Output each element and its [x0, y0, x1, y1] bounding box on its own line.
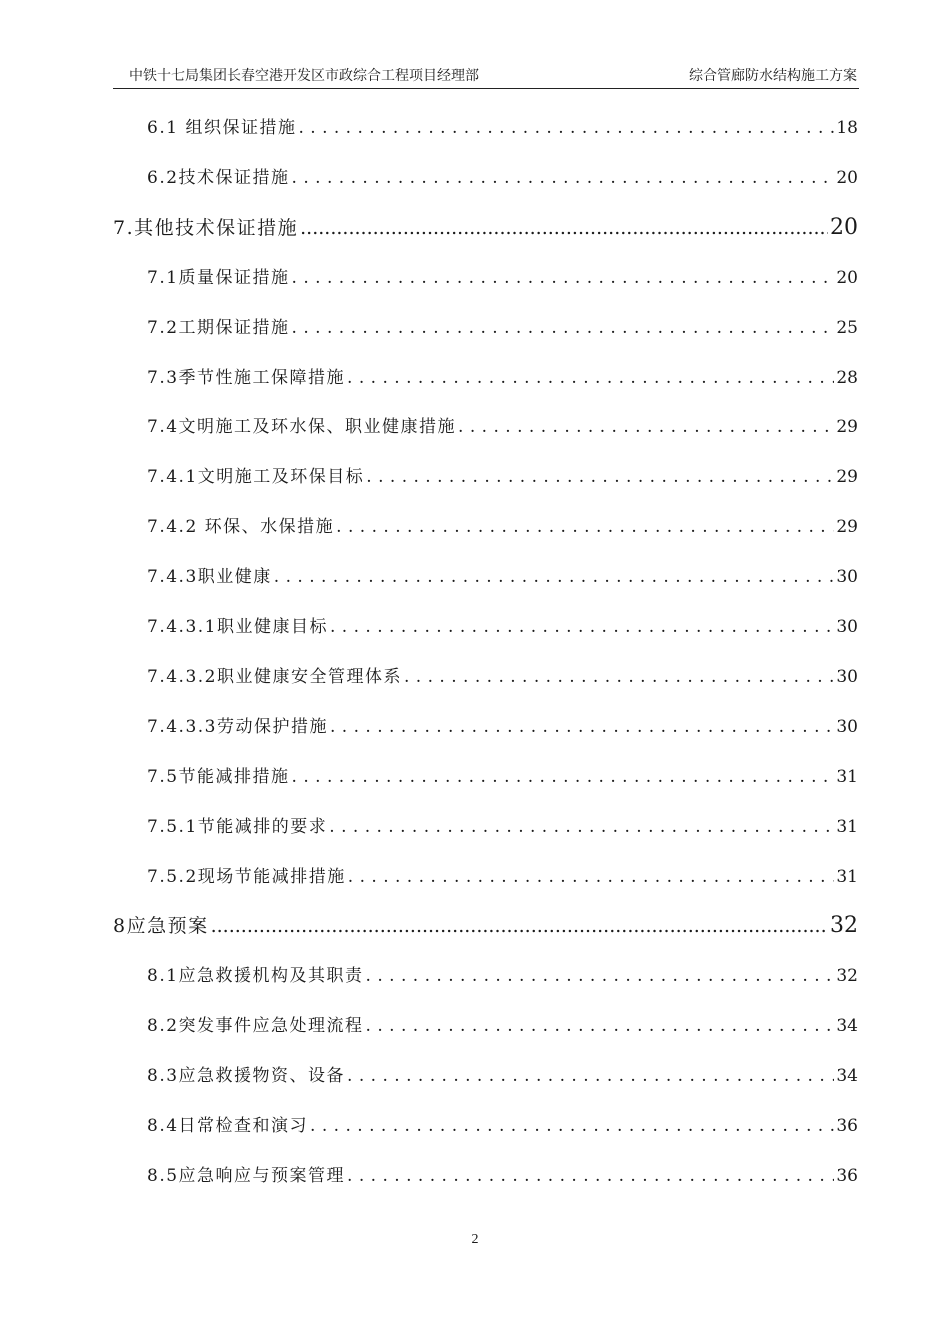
toc-entry-title: 8.3应急救援物资、设备: [147, 1066, 346, 1087]
toc-entry-page: 30: [836, 567, 858, 588]
toc-dot-leader: [292, 268, 835, 288]
toc-entry-title: 7.1质量保证措施: [147, 267, 290, 288]
toc-entry-title: 7.5.2现场节能减排措施: [147, 866, 346, 887]
toc-dot-leader: [366, 966, 835, 986]
toc-dot-leader: [336, 517, 834, 537]
toc-entry-page: 31: [836, 816, 858, 837]
toc-entry-page: 29: [836, 467, 858, 488]
toc-entry[interactable]: [147, 1061, 858, 1091]
toc-entry[interactable]: [147, 313, 858, 343]
toc-entry[interactable]: [147, 961, 858, 991]
toc-dot-leader: [274, 567, 835, 587]
toc-entry-page: 20: [830, 214, 858, 240]
toc-entry[interactable]: [147, 1011, 858, 1041]
toc-dot-leader: [347, 368, 834, 388]
toc-dot-leader: [329, 817, 834, 837]
header-document-title: 综合管廊防水结构施工方案: [689, 69, 857, 84]
toc-entry-title: 8.4日常检查和演习: [147, 1116, 309, 1136]
toc-entry-title: 7.其他技术保证措施: [113, 216, 299, 239]
toc-entry-page: 32: [836, 966, 858, 987]
toc-dot-leader: [347, 1066, 834, 1086]
page-number: 2: [471, 1232, 479, 1247]
toc-entry[interactable]: [147, 762, 858, 792]
toc-entry-page: 30: [836, 716, 858, 737]
toc-dot-leader: [348, 867, 835, 887]
toc-entry-title: 7.5节能减排措施: [147, 766, 290, 787]
toc-entry-title: 7.4.3.3劳动保护措施: [147, 716, 328, 737]
toc-entry[interactable]: [147, 163, 858, 193]
toc-entry[interactable]: [147, 812, 858, 842]
toc-entry-page: 32: [830, 913, 858, 939]
toc-entry-page: 36: [836, 1116, 858, 1136]
toc-entry-title: 8.1应急救援机构及其职责: [147, 966, 364, 987]
toc-dot-leader: [404, 667, 834, 687]
toc-dot-leader: [330, 617, 834, 637]
toc-entry-page: 31: [836, 766, 858, 787]
toc-entry-page: 20: [836, 167, 858, 188]
toc-entry-page: 30: [836, 666, 858, 687]
toc-entry-page: 18: [836, 118, 858, 138]
toc-entry-title: 7.4.3职业健康: [147, 567, 272, 588]
toc-entry[interactable]: [147, 612, 858, 642]
toc-entry-page: 34: [836, 1066, 858, 1087]
toc-entry[interactable]: [147, 263, 858, 293]
toc-dot-leader: [211, 915, 828, 937]
toc-entry-title: 7.4.3.2职业健康安全管理体系: [147, 666, 402, 687]
toc-dot-leader: [330, 717, 834, 737]
toc-dot-leader: [292, 318, 835, 338]
toc-entry-page: 34: [836, 1016, 858, 1037]
toc-entry[interactable]: [147, 712, 858, 742]
toc-entry-title: 7.4.2 环保、水保措施: [147, 517, 335, 538]
toc-entry-title: 8.5应急响应与预案管理: [147, 1165, 346, 1186]
toc-entry-page: 29: [836, 517, 858, 538]
toc-entry-title: 7.5.1节能减排的要求: [147, 816, 328, 837]
toc-entry-title: 7.2工期保证措施: [147, 317, 290, 338]
toc-entry[interactable]: [147, 412, 858, 442]
toc-entry-title: 7.3季节性施工保障措施: [147, 367, 346, 388]
toc-entry[interactable]: [147, 512, 858, 542]
toc-entry-title: 8应急预案: [113, 915, 209, 938]
toc-entry[interactable]: [147, 1161, 858, 1191]
toc-dot-leader: [347, 1166, 834, 1186]
toc-entry-page: 20: [836, 267, 858, 288]
toc-entry[interactable]: [147, 662, 858, 692]
toc-entry-title: 7.4.1文明施工及环保目标: [147, 467, 365, 488]
toc-entry-page: 31: [836, 866, 858, 887]
toc-entry-page: 36: [836, 1165, 858, 1186]
toc-entry-title: 6.2技术保证措施: [147, 167, 290, 188]
toc-dot-leader: [458, 417, 834, 437]
toc-entry-page: 25: [836, 317, 858, 338]
toc-dot-leader: [310, 1116, 834, 1136]
toc-dot-leader: [300, 217, 828, 239]
toc-entry-page: 30: [836, 617, 858, 637]
toc-entry-title: 7.4文明施工及环水保、职业健康措施: [147, 417, 457, 438]
toc-entry[interactable]: [113, 213, 858, 243]
toc-entry[interactable]: [113, 911, 858, 941]
toc-entry-page: 29: [836, 417, 858, 438]
header-organization: 中铁十七局集团长春空港开发区市政综合工程项目经理部: [129, 69, 479, 84]
toc-entry[interactable]: [147, 363, 858, 393]
toc-entry[interactable]: [147, 562, 858, 592]
toc-entry-title: 6.1 组织保证措施: [147, 118, 297, 138]
toc-entry-title: 7.4.3.1职业健康目标: [147, 617, 328, 637]
toc-entry-title: 8.2突发事件应急处理流程: [147, 1016, 364, 1037]
toc-entry-page: 28: [836, 367, 858, 388]
toc-entry[interactable]: [147, 113, 858, 143]
toc-dot-leader: [366, 467, 834, 487]
toc-entry[interactable]: [147, 862, 858, 892]
toc-entry[interactable]: [147, 462, 858, 492]
toc-entry[interactable]: [147, 1111, 858, 1141]
toc-dot-leader: [292, 168, 835, 188]
toc-dot-leader: [298, 118, 834, 138]
toc-dot-leader: [366, 1016, 835, 1036]
toc-dot-leader: [292, 767, 835, 787]
